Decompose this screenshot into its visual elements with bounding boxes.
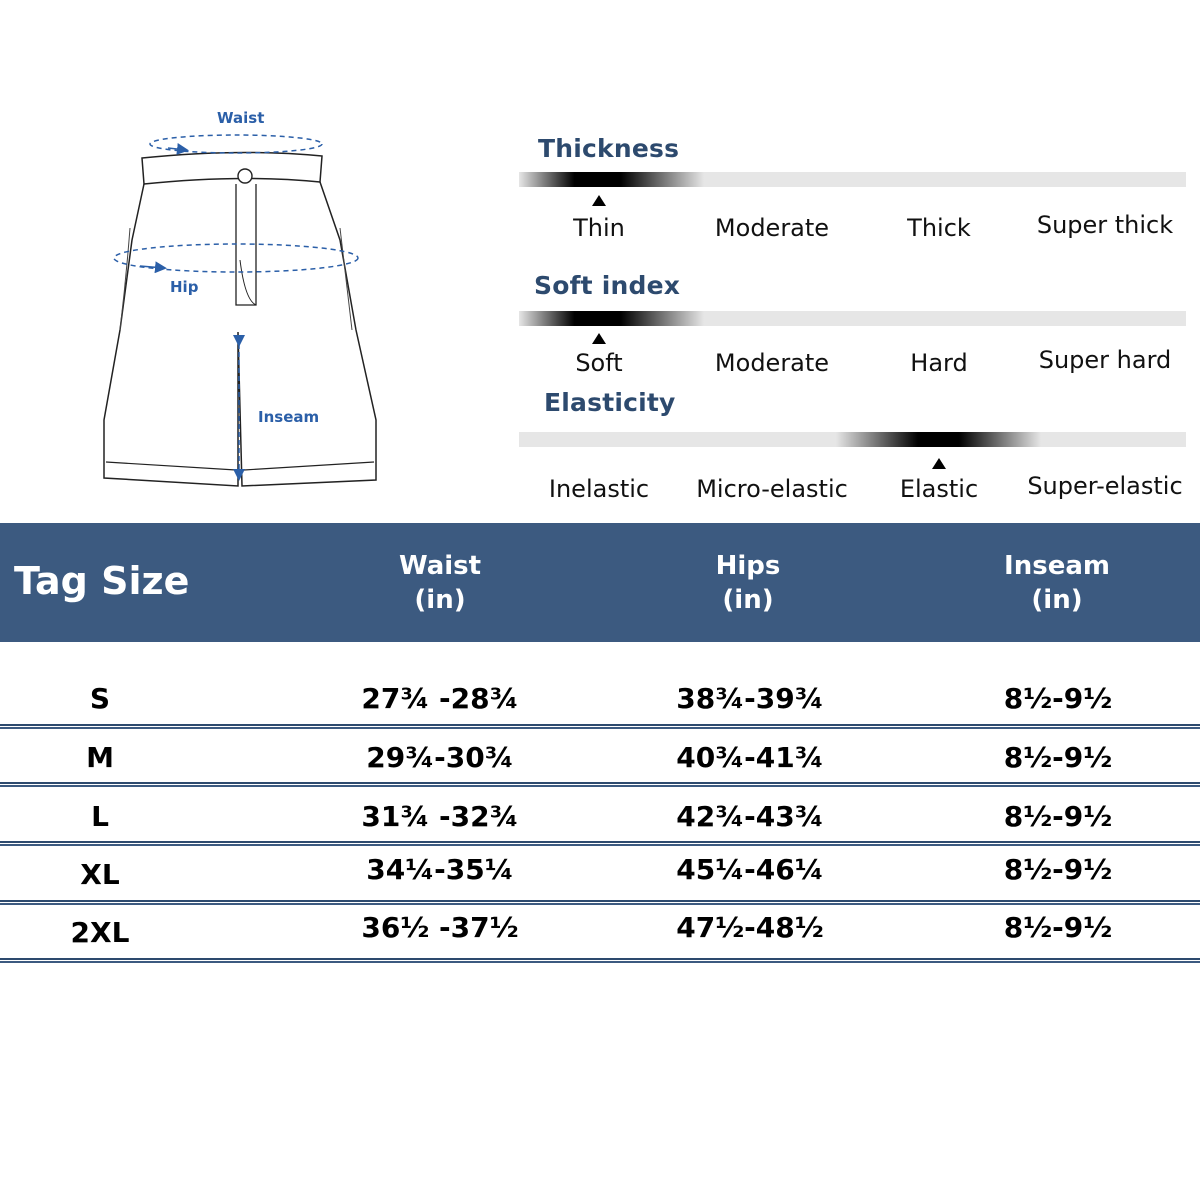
header-inseam-label: Inseam — [1004, 551, 1110, 581]
soft-index-selected-marker — [592, 333, 606, 344]
size-cell: XL — [80, 858, 120, 891]
header-waist-unit: (in) — [414, 585, 466, 615]
soft-index-scale-bar — [519, 311, 1186, 326]
soft-index-option-soft: Soft — [575, 349, 623, 377]
size-table-header — [0, 523, 1200, 642]
hips-cell: 42¾-43¾ — [676, 800, 824, 833]
waistband-outline — [142, 152, 322, 184]
row-divider — [0, 782, 1200, 787]
elasticity-option-inelastic: Inelastic — [548, 475, 650, 503]
shorts-measurement-diagram — [90, 100, 390, 500]
elasticity-option-micro-elastic: Micro-elastic — [696, 475, 848, 503]
hips-cell: 40¾-41¾ — [676, 741, 824, 774]
row-divider — [0, 724, 1200, 729]
thickness-option-moderate: Moderate — [714, 214, 830, 242]
shorts-outline — [104, 182, 376, 486]
button-icon — [238, 169, 252, 183]
elasticity-title: Elasticity — [544, 388, 676, 417]
thickness-title: Thickness — [538, 134, 680, 163]
header-waist-label: Waist — [398, 551, 482, 581]
header-hips-unit: (in) — [722, 585, 774, 615]
inseam-cell: 8½-9½ — [1003, 911, 1113, 944]
hip-label: Hip — [170, 278, 199, 296]
thickness-option-super-thick: Super thick — [1036, 211, 1174, 239]
row-divider — [0, 900, 1200, 905]
header-tag-size: Tag Size — [14, 559, 190, 603]
inseam-cell: 8½-9½ — [1003, 800, 1113, 833]
inseam-cell: 8½-9½ — [1003, 741, 1113, 774]
soft-index-option-moderate: Moderate — [714, 349, 830, 377]
elasticity-option-super-elastic: Super-elastic — [1027, 472, 1183, 500]
waist-cell: 27¾ -28¾ — [361, 682, 519, 715]
header-inseam — [947, 549, 1167, 617]
size-cell: S — [89, 682, 111, 715]
header-hips — [638, 549, 858, 617]
waist-cell: 34¼-35¼ — [366, 853, 514, 886]
header-waist — [330, 549, 550, 617]
row-divider — [0, 958, 1200, 963]
soft-index-option-hard: Hard — [910, 349, 968, 377]
header-inseam-unit: (in) — [1031, 585, 1083, 615]
waist-cell: 31¾ -32¾ — [361, 800, 519, 833]
thickness-option-thick: Thick — [907, 214, 971, 242]
waist-cell: 29¾-30¾ — [366, 741, 514, 774]
thickness-scale-bar — [519, 172, 1186, 187]
inseam-cell: 8½-9½ — [1003, 682, 1113, 715]
soft-index-title: Soft index — [534, 271, 681, 300]
hips-cell: 45¼-46¼ — [676, 853, 824, 886]
header-hips-label: Hips — [715, 551, 781, 581]
size-cell: M — [86, 741, 114, 774]
soft-index-option-super-hard: Super hard — [1038, 346, 1172, 374]
elasticity-scale-bar — [519, 432, 1186, 447]
size-cell: L — [91, 800, 109, 833]
elasticity-option-elastic: Elastic — [899, 475, 979, 503]
elasticity-selected-marker — [932, 458, 946, 469]
thickness-selected-marker — [592, 195, 606, 206]
inseam-label: Inseam — [258, 408, 320, 426]
thickness-option-thin: Thin — [573, 214, 625, 242]
row-divider — [0, 841, 1200, 846]
hips-cell: 38¾-39¾ — [676, 682, 824, 715]
hips-cell: 47½-48½ — [676, 911, 824, 944]
waist-cell: 36½ -37½ — [361, 911, 519, 944]
waist-measure-line — [150, 135, 322, 153]
inseam-cell: 8½-9½ — [1003, 853, 1113, 886]
size-cell: 2XL — [70, 916, 130, 949]
waist-label: Waist — [217, 109, 265, 127]
